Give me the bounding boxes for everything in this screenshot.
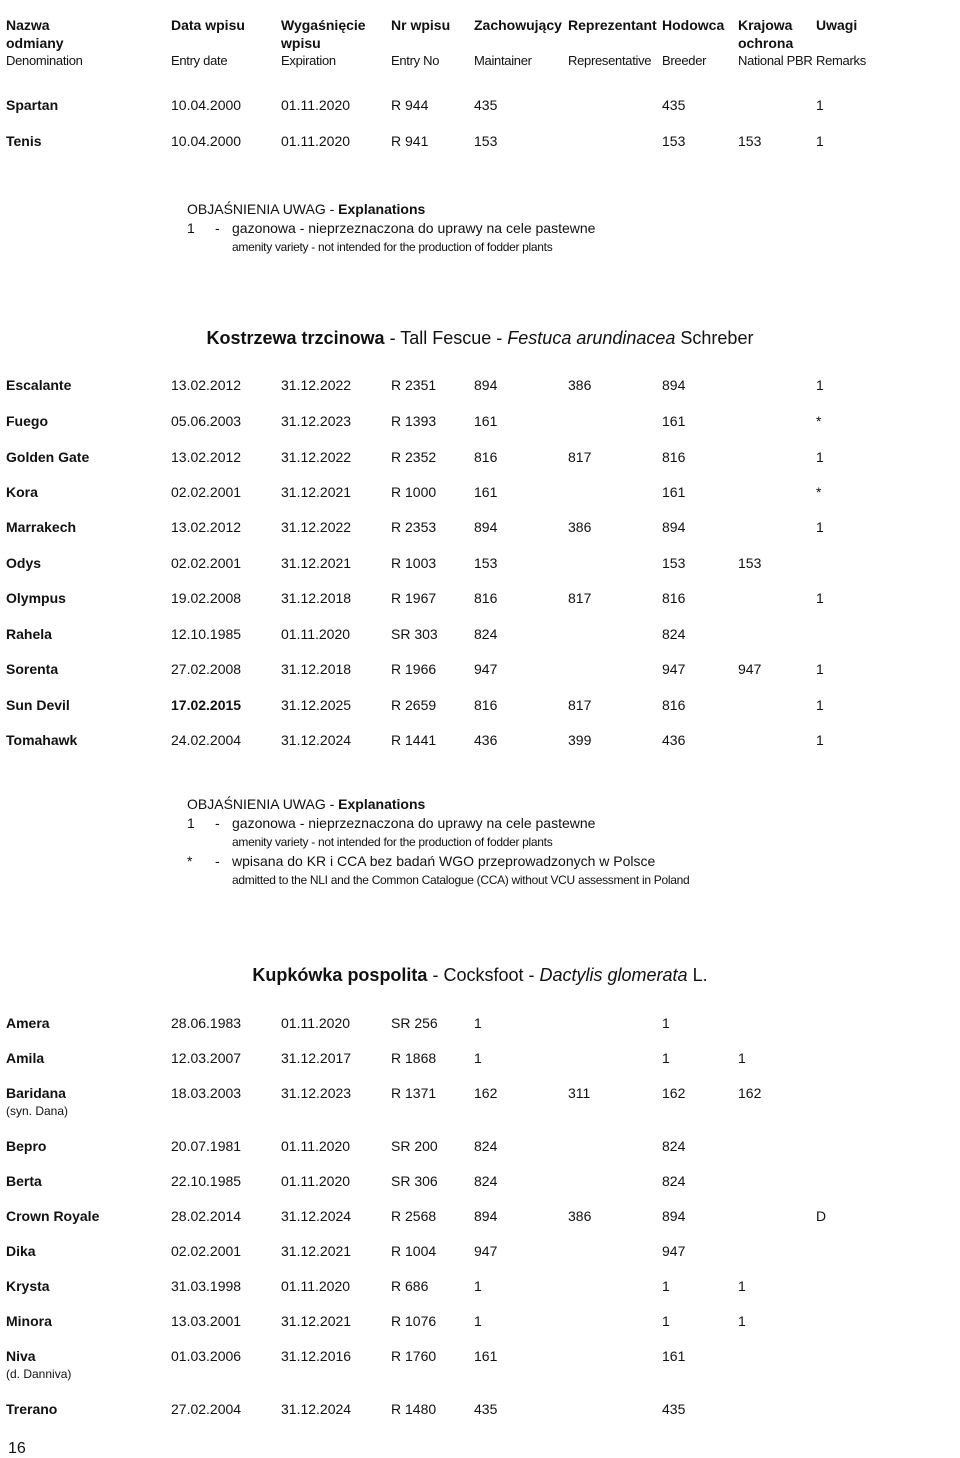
variety-name: Marrakech (6, 519, 77, 535)
entry-date: 13.02.2012 (171, 449, 242, 465)
expiration-date: 31.12.2021 (281, 555, 352, 571)
maintainer: 894 (474, 1208, 498, 1224)
expiration-date: 31.12.2023 (281, 413, 352, 429)
entry-date: 02.02.2001 (171, 1243, 242, 1259)
header-label-en: Remarks (816, 53, 866, 68)
variety-name: Odys (6, 555, 42, 571)
variety-name: Amera (6, 1015, 50, 1031)
section-title-pl: Kostrzewa trzcinowa (206, 328, 385, 348)
entry-date: 10.04.2000 (171, 133, 242, 149)
header-representative (568, 16, 657, 70)
entry-date: 12.10.1985 (171, 626, 242, 642)
explanation-text-pl: gazonowa - nieprzeznaczona do uprawy na cele pastewne (232, 815, 596, 831)
entry-number: R 1393 (391, 413, 437, 429)
representative: 386 (568, 1208, 592, 1224)
entry-date: 02.02.2001 (171, 484, 242, 500)
explanation-item (187, 851, 887, 871)
explanation-text-en: admitted to the NLI and the Common Catalogue (CCA) without VCU assessment in Poland (232, 873, 690, 887)
breeder: 161 (662, 484, 686, 500)
breeder: 824 (662, 626, 686, 642)
entry-date: 12.03.2007 (171, 1050, 242, 1066)
table-row (0, 1313, 960, 1333)
entry-date: 27.02.2004 (171, 1401, 242, 1417)
breeder: 436 (662, 732, 686, 748)
maintainer: 894 (474, 519, 498, 535)
table-row (0, 626, 960, 646)
section-title-en: Cocksfoot (443, 965, 524, 985)
maintainer: 436 (474, 732, 498, 748)
table-row (0, 1085, 960, 1118)
entry-number: R 941 (391, 133, 429, 149)
national-pbr: 947 (738, 661, 762, 677)
header-label-pl: Reprezentant (568, 17, 657, 33)
entry-date: 01.03.2006 (171, 1348, 242, 1364)
national-pbr: 162 (738, 1085, 762, 1101)
maintainer: 816 (474, 697, 498, 713)
explanation-item (187, 813, 887, 833)
breeder: 153 (662, 133, 686, 149)
entry-number: R 1967 (391, 590, 437, 606)
header-label-pl2 (474, 34, 562, 52)
breeder: 894 (662, 1208, 686, 1224)
expiration-date: 31.12.2022 (281, 449, 352, 465)
section-title-sep: - (427, 965, 444, 985)
breeder: 161 (662, 413, 686, 429)
representative: 817 (568, 697, 592, 713)
breeder: 816 (662, 697, 686, 713)
table-row (0, 732, 960, 752)
section-title-sep: - (384, 328, 401, 348)
entry-number: R 2568 (391, 1208, 437, 1224)
table-row (0, 1243, 960, 1263)
maintainer: 161 (474, 484, 498, 500)
variety-name: Berta (6, 1173, 42, 1189)
maintainer: 153 (474, 555, 498, 571)
table-row (0, 377, 960, 397)
maintainer: 153 (474, 133, 498, 149)
table-row (0, 449, 960, 469)
explanation-item (187, 218, 887, 238)
representative: 386 (568, 519, 592, 535)
entry-number: R 944 (391, 97, 429, 113)
entry-number: R 1868 (391, 1050, 437, 1066)
header-label-pl2: odmiany (6, 35, 64, 51)
entry-number: SR 200 (391, 1138, 438, 1154)
header-label-pl: Wygaśnięcie (281, 17, 366, 33)
breeder: 816 (662, 449, 686, 465)
maintainer: 947 (474, 661, 498, 677)
entry-date: 10.04.2000 (171, 97, 242, 113)
variety-name: Minora (6, 1313, 52, 1329)
table-row (0, 413, 960, 433)
maintainer: 435 (474, 97, 498, 113)
explanation-text-en: amenity variety - not intended for the production of fodder plants (232, 240, 553, 254)
header-label-pl: Data wpisu (171, 17, 245, 33)
maintainer: 435 (474, 1401, 498, 1417)
entry-date: 22.10.1985 (171, 1173, 242, 1189)
entry-date: 05.06.2003 (171, 413, 242, 429)
header-label-en: Expiration (281, 53, 336, 68)
breeder: 1 (662, 1313, 670, 1329)
variety-name: Tenis (6, 133, 42, 149)
table-row (0, 484, 960, 504)
table-row (0, 590, 960, 610)
header-label-pl2: ochrona (738, 35, 794, 51)
header-national-pbr (738, 16, 812, 70)
header-breeder (662, 16, 724, 70)
breeder: 435 (662, 97, 686, 113)
breeder: 153 (662, 555, 686, 571)
entry-number: SR 303 (391, 626, 438, 642)
header-label-en: Entry date (171, 53, 228, 68)
representative: 311 (568, 1085, 591, 1101)
breeder: 894 (662, 519, 686, 535)
expiration-date: 01.11.2020 (281, 1138, 351, 1154)
expiration-date: 01.11.2020 (281, 1173, 351, 1189)
expiration-date: 31.12.2018 (281, 661, 352, 677)
remarks: 1 (816, 661, 824, 677)
maintainer: 1 (474, 1050, 482, 1066)
entry-number: R 2353 (391, 519, 437, 535)
header-label-pl: Nr wpisu (391, 17, 451, 33)
expiration-date: 01.11.2020 (281, 133, 351, 149)
variety-name: Escalante (6, 377, 72, 393)
table-row (0, 1050, 960, 1070)
remarks: 1 (816, 697, 824, 713)
variety-name: Krysta (6, 1278, 50, 1294)
entry-date: 27.02.2008 (171, 661, 242, 677)
expiration-date: 31.12.2024 (281, 732, 352, 748)
entry-date: 13.02.2012 (171, 519, 242, 535)
entry-number: R 2352 (391, 449, 437, 465)
header-label-en: Entry No (391, 53, 440, 68)
variety-name: Baridana (6, 1085, 66, 1101)
maintainer: 947 (474, 1243, 498, 1259)
maintainer: 816 (474, 449, 498, 465)
expiration-date: 31.12.2022 (281, 377, 352, 393)
header-label-en: Maintainer (474, 53, 532, 68)
header-expiration (281, 16, 366, 70)
header-entry-date (171, 16, 245, 70)
maintainer: 1 (474, 1313, 482, 1329)
section-title-author: Schreber (675, 328, 754, 348)
entry-number: R 2351 (391, 377, 437, 393)
variety-name: Trerano (6, 1401, 58, 1417)
header-label-en: National PBR (738, 53, 813, 68)
variety-name: Olympus (6, 590, 66, 606)
section-title-en: Tall Fescue (400, 328, 492, 348)
entry-number: R 1076 (391, 1313, 437, 1329)
expiration-date: 31.12.2017 (281, 1050, 352, 1066)
breeder: 894 (662, 377, 686, 393)
entry-date: 13.03.2001 (171, 1313, 242, 1329)
table-row (0, 1208, 960, 1228)
entry-number: R 1003 (391, 555, 437, 571)
explanation-dash: - (215, 220, 220, 236)
explanations-title-en: Explanations (338, 201, 426, 217)
explanation-text-en: amenity variety - not intended for the production of fodder plants (232, 835, 553, 849)
breeder: 816 (662, 590, 686, 606)
entry-date: 17.02.2015 (171, 697, 242, 713)
expiration-date: 31.12.2023 (281, 1085, 352, 1101)
remarks: 1 (816, 133, 824, 149)
remarks: D (816, 1208, 827, 1224)
variety-name: Sorenta (6, 661, 59, 677)
expiration-date: 01.11.2020 (281, 97, 351, 113)
expiration-date: 31.12.2024 (281, 1208, 352, 1224)
breeder: 824 (662, 1138, 686, 1154)
section-title-sep: - (523, 965, 540, 985)
variety-name: Tomahawk (6, 732, 78, 748)
variety-name: Golden Gate (6, 449, 90, 465)
entry-date: 02.02.2001 (171, 555, 242, 571)
breeder: 1 (662, 1278, 670, 1294)
variety-name: Kora (6, 484, 38, 500)
entry-number: R 1371 (391, 1085, 437, 1101)
table-row (0, 1401, 960, 1421)
entry-number: R 1480 (391, 1401, 437, 1417)
remarks: 1 (816, 449, 824, 465)
entry-number: R 1441 (391, 732, 437, 748)
explanation-text-pl: wpisana do KR i CCA bez badań WGO przeprowadzonych w Polsce (232, 853, 656, 869)
table-row (0, 519, 960, 539)
expiration-date: 31.12.2021 (281, 1313, 352, 1329)
section-title-latin: Dactylis glomerata (539, 965, 688, 985)
table-row (0, 1348, 960, 1381)
variety-name: Dika (6, 1243, 36, 1259)
section-title-author: L. (687, 965, 708, 985)
expiration-date: 31.12.2018 (281, 590, 352, 606)
variety-name: Crown Royale (6, 1208, 100, 1224)
maintainer: 816 (474, 590, 498, 606)
breeder: 824 (662, 1173, 686, 1189)
expiration-date: 01.11.2020 (281, 626, 351, 642)
explanation-dash: - (215, 815, 220, 831)
breeder: 947 (662, 1243, 686, 1259)
header-label-pl2 (568, 34, 657, 52)
header-label-pl2 (662, 34, 724, 52)
table-row (0, 1015, 960, 1035)
breeder: 161 (662, 1348, 686, 1364)
expiration-date: 31.12.2022 (281, 519, 352, 535)
header-label-en: Representative (568, 53, 652, 68)
table-row (0, 697, 960, 717)
variety-name: Niva (6, 1348, 36, 1364)
variety-name: Spartan (6, 97, 59, 113)
expiration-date: 31.12.2024 (281, 1401, 352, 1417)
national-pbr: 153 (738, 555, 762, 571)
entry-date: 28.02.2014 (171, 1208, 242, 1224)
header-label-pl: Zachowujący (474, 17, 562, 33)
header-label-pl2 (816, 34, 866, 52)
variety-name: Rahela (6, 626, 52, 642)
maintainer: 824 (474, 1173, 498, 1189)
page-number: 16 (8, 1440, 26, 1457)
explanation-dash: - (215, 853, 220, 869)
maintainer: 824 (474, 1138, 498, 1154)
header-maintainer (474, 16, 562, 70)
entry-number: SR 306 (391, 1173, 438, 1189)
remarks: * (816, 413, 822, 429)
expiration-date: 31.12.2025 (281, 697, 352, 713)
table-row (0, 661, 960, 681)
entry-date: 31.03.1998 (171, 1278, 242, 1294)
representative: 386 (568, 377, 592, 393)
entry-number: R 1966 (391, 661, 437, 677)
explanations-block (187, 795, 887, 889)
remarks: 1 (816, 732, 824, 748)
explanations-block (187, 200, 887, 256)
header-denomination (6, 16, 83, 70)
explanation-key: 1 (187, 220, 195, 236)
header-label-pl2 (171, 34, 245, 52)
entry-date: 24.02.2004 (171, 732, 242, 748)
representative: 817 (568, 590, 592, 606)
section-title-pl: Kupkówka pospolita (252, 965, 428, 985)
header-label-en: Breeder (662, 53, 707, 68)
table-row (0, 97, 960, 117)
header-label-pl2 (391, 34, 450, 52)
entry-date: 18.03.2003 (171, 1085, 242, 1101)
remarks: 1 (816, 590, 824, 606)
header-label-pl: Uwagi (816, 17, 858, 33)
remarks: 1 (816, 377, 824, 393)
remarks: 1 (816, 519, 824, 535)
entry-date: 28.06.1983 (171, 1015, 242, 1031)
maintainer: 161 (474, 413, 498, 429)
entry-number: R 1004 (391, 1243, 437, 1259)
header-label-pl: Nazwa (6, 17, 50, 33)
maintainer: 1 (474, 1278, 482, 1294)
section-title (0, 328, 960, 349)
explanations-title (187, 795, 887, 813)
national-pbr: 153 (738, 133, 762, 149)
explanation-text-pl: gazonowa - nieprzeznaczona do uprawy na cele pastewne (232, 220, 596, 236)
entry-number: R 2659 (391, 697, 437, 713)
header-entry-no (391, 16, 450, 70)
variety-name: Bepro (6, 1138, 47, 1154)
table-header (0, 16, 960, 76)
header-label-en: Denomination (6, 53, 83, 68)
table-row (0, 1173, 960, 1193)
breeder: 162 (662, 1085, 686, 1101)
explanations-title-en: Explanations (338, 796, 426, 812)
maintainer: 162 (474, 1085, 498, 1101)
variety-name: Sun Devil (6, 697, 70, 713)
entry-date: 20.07.1981 (171, 1138, 242, 1154)
national-pbr: 1 (738, 1278, 746, 1294)
header-label-pl: Krajowa (738, 17, 793, 33)
national-pbr: 1 (738, 1313, 746, 1329)
maintainer: 161 (474, 1348, 498, 1364)
entry-number: R 686 (391, 1278, 429, 1294)
entry-number: R 1760 (391, 1348, 437, 1364)
entry-date: 19.02.2008 (171, 590, 242, 606)
expiration-date: 31.12.2021 (281, 1243, 352, 1259)
expiration-date: 01.11.2020 (281, 1015, 351, 1031)
entry-number: SR 256 (391, 1015, 438, 1031)
table-row (0, 133, 960, 153)
header-label-pl2: wpisu (281, 35, 321, 51)
representative: 817 (568, 449, 592, 465)
explanation-key: 1 (187, 815, 195, 831)
remarks: * (816, 484, 822, 500)
breeder: 1 (662, 1050, 670, 1066)
maintainer: 1 (474, 1015, 482, 1031)
section-title-latin: Festuca arundinacea (507, 328, 676, 348)
breeder: 1 (662, 1015, 670, 1031)
expiration-date: 31.12.2016 (281, 1348, 352, 1364)
section-title (0, 965, 960, 986)
section-title-sep: - (491, 328, 508, 348)
variety-synonym: (syn. Dana) (6, 1104, 69, 1118)
breeder: 435 (662, 1401, 686, 1417)
maintainer: 824 (474, 626, 498, 642)
header-label-pl: Hodowca (662, 17, 725, 33)
expiration-date: 01.11.2020 (281, 1278, 351, 1294)
variety-name: Fuego (6, 413, 48, 429)
national-pbr: 1 (738, 1050, 746, 1066)
breeder: 947 (662, 661, 686, 677)
maintainer: 894 (474, 377, 498, 393)
explanations-title-pl: OBJAŚNIENIA UWAG - (187, 796, 335, 812)
remarks: 1 (816, 97, 824, 113)
header-remarks (816, 16, 866, 70)
table-row (0, 1278, 960, 1298)
table-row (0, 555, 960, 575)
explanations-title-pl: OBJAŚNIENIA UWAG - (187, 201, 335, 217)
entry-number: R 1000 (391, 484, 437, 500)
representative: 399 (568, 732, 592, 748)
entry-date: 13.02.2012 (171, 377, 242, 393)
variety-name: Amila (6, 1050, 45, 1066)
expiration-date: 31.12.2021 (281, 484, 352, 500)
explanation-key: * (187, 853, 193, 869)
variety-synonym: (d. Danniva) (6, 1367, 72, 1381)
table-row (0, 1138, 960, 1158)
explanations-title (187, 200, 887, 218)
